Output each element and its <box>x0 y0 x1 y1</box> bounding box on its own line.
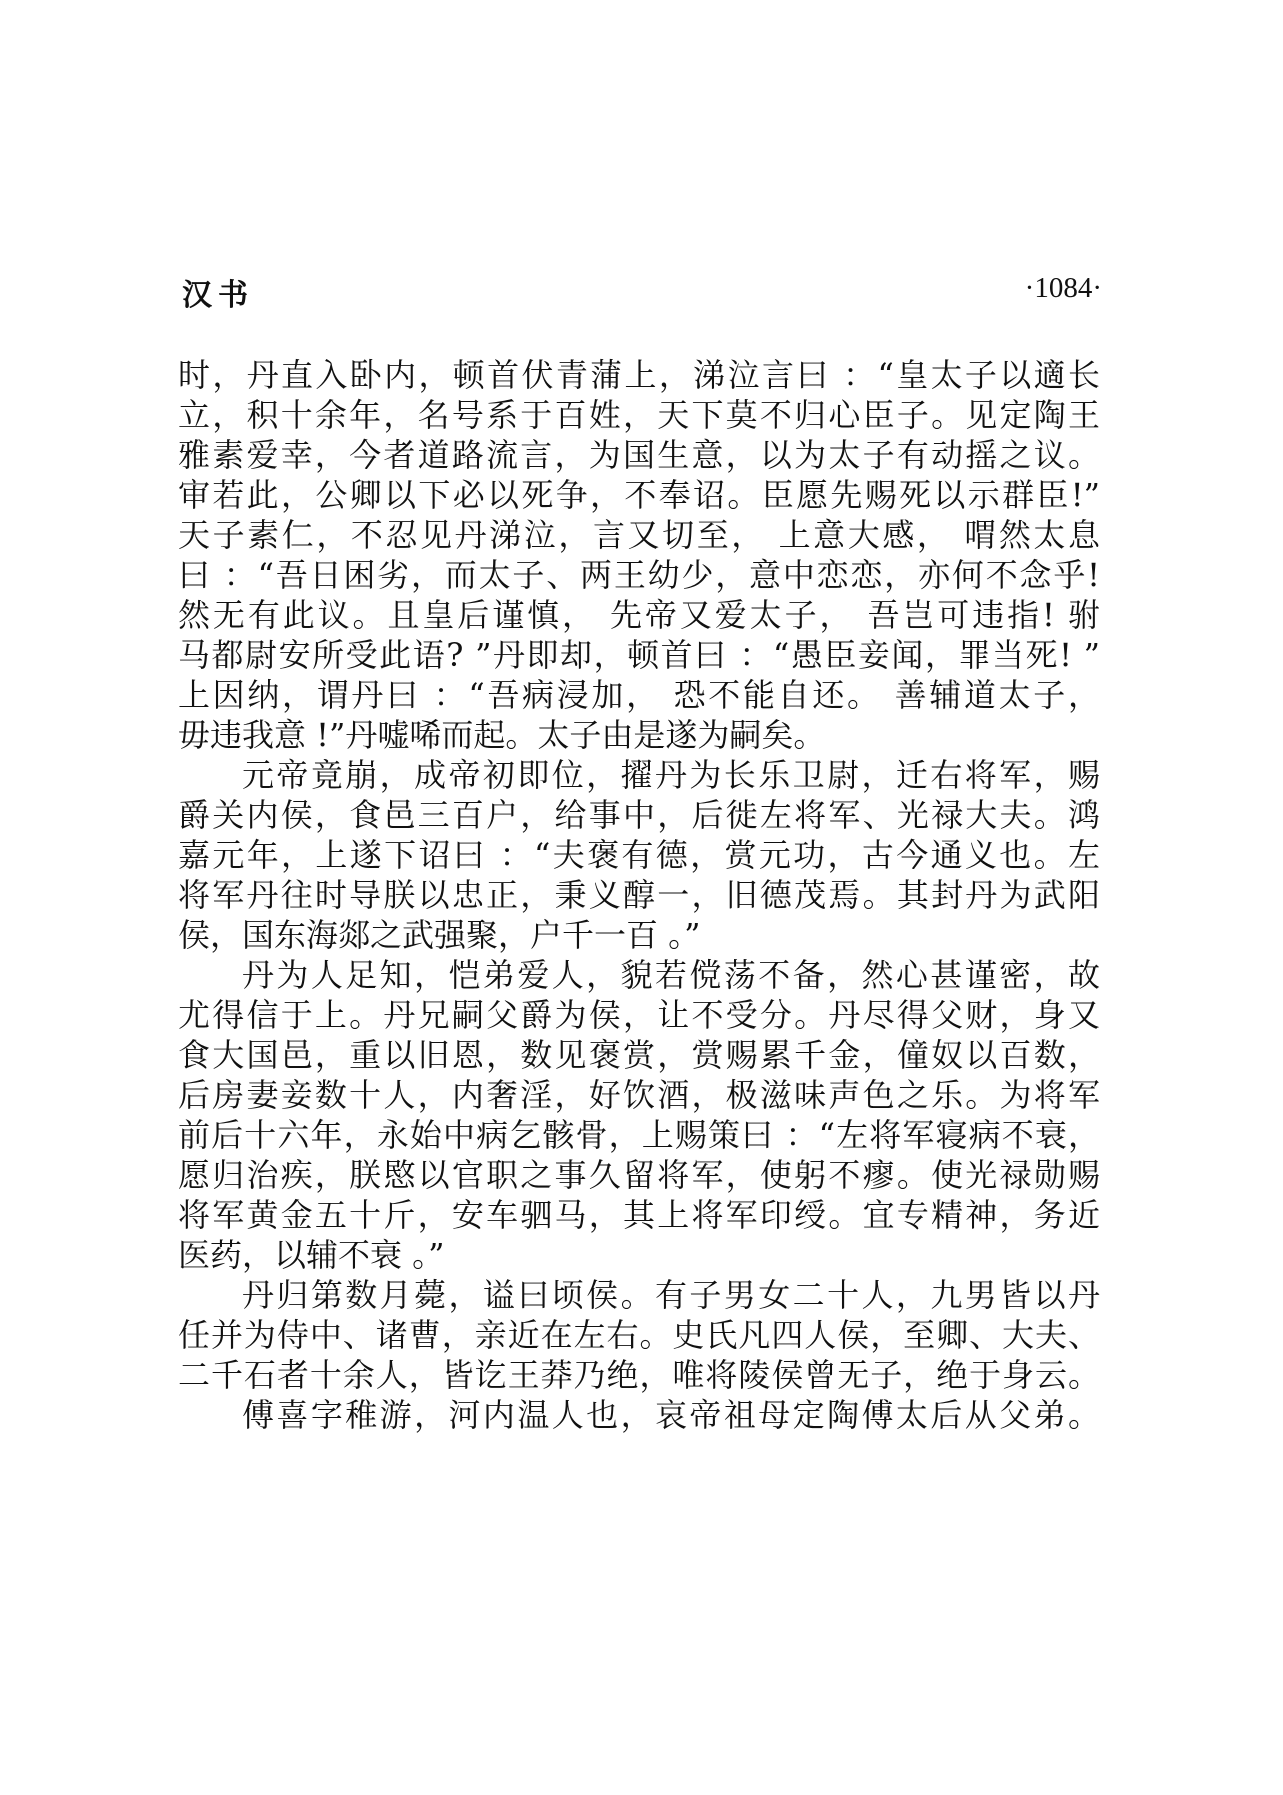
text-line: 曰 ：“吾日困劣，而太子、两王幼少，意中恋恋，亦何不念乎! <box>178 556 1100 594</box>
text-line: 天子素仁，不忍见丹涕泣，言又切至， 上意大感， 喟然太息 <box>178 516 1100 554</box>
text-line: 丹归第数月薨，谥曰顷侯。有子男女二十人，九男皆以丹 <box>242 1276 1100 1314</box>
text-line: 丹为人足知，恺弟爱人，貌若傥荡不备，然心甚谨密，故 <box>242 956 1100 994</box>
text-line: 时，丹直入卧内，顿首伏青蒲上，涕泣言曰 ：“皇太子以適长 <box>178 356 1100 394</box>
text-line: 元帝竟崩，成帝初即位，擢丹为长乐卫尉，迁右将军，赐 <box>242 756 1100 794</box>
text-line: 医药，以辅不衰 。” <box>178 1236 445 1274</box>
text-line: 爵关内侯，食邑三百户，给事中，后徙左将军、光禄大夫。鸿 <box>178 796 1100 834</box>
text-line: 前后十六年，永始中病乞骸骨，上赐策曰 ：“左将军寝病不衰， <box>178 1116 1100 1154</box>
text-line: 傅喜字稚游，河内温人也，哀帝祖母定陶傅太后从父弟。 <box>242 1396 1100 1434</box>
text-line: 后房妻妾数十人，内奢淫，好饮酒，极滋味声色之乐。为将军 <box>178 1076 1100 1114</box>
text-line: 愿归治疾，朕愍以官职之事久留将军，使躬不瘳。使光禄勋赐 <box>178 1156 1100 1194</box>
text-line: 尤得信于上。丹兄嗣父爵为侯，让不受分。丹尽得父财，身又 <box>178 996 1100 1034</box>
text-line: 将军黄金五十斤，安车驷马，其上将军印绶。宜专精神，务近 <box>178 1196 1100 1234</box>
text-line: 二千石者十余人，皆讫王莽乃绝，唯将陵侯曾无子，绝于身云。 <box>178 1356 1100 1394</box>
text-line: 上因纳，谓丹曰 ：“吾病浸加， 恐不能自还。 善辅道太子， <box>178 676 1100 714</box>
book-title: 汉书 <box>182 278 254 313</box>
body-text <box>178 355 1100 1435</box>
text-line: 立，积十余年，名号系于百姓，天下莫不归心臣子。见定陶王 <box>178 396 1100 434</box>
text-line: 嘉元年，上遂下诏曰 ：“夫褒有德，赏元功，古今通义也。左 <box>178 836 1100 874</box>
text-line: 任并为侍中、诸曹，亲近在左右。史氏凡四人侯，至卿、大夫、 <box>178 1316 1100 1354</box>
text-line: 毋违我意 !”丹嘘唏而起。太子由是遂为嗣矣。 <box>178 716 826 754</box>
text-line: 雅素爱幸，今者道路流言，为国生意，以为太子有动摇之议。 <box>178 436 1100 474</box>
text-line: 侯，国东海郯之武强聚，户千一百 。” <box>178 916 701 954</box>
text-line: 食大国邑，重以旧恩，数见褒赏，赏赐累千金，僮奴以百数， <box>178 1036 1100 1074</box>
text-line: 马都尉安所受此语? ”丹即却，顿首曰 ：“愚臣妾闻，罪当死! ” <box>178 636 1100 674</box>
page-header <box>182 270 1102 314</box>
text-line: 审若此，公卿以下必以死争，不奉诏。臣愿先赐死以示群臣!” <box>178 476 1100 514</box>
text-line: 然无有此议。且皇后谨慎， 先帝又爱太子， 吾岂可违指! 驸 <box>178 596 1100 634</box>
page-number: ·1084· <box>1024 272 1102 304</box>
text-line: 将军丹往时导朕以忠正，秉义醇一，旧德茂焉。其封丹为武阳 <box>178 876 1100 914</box>
